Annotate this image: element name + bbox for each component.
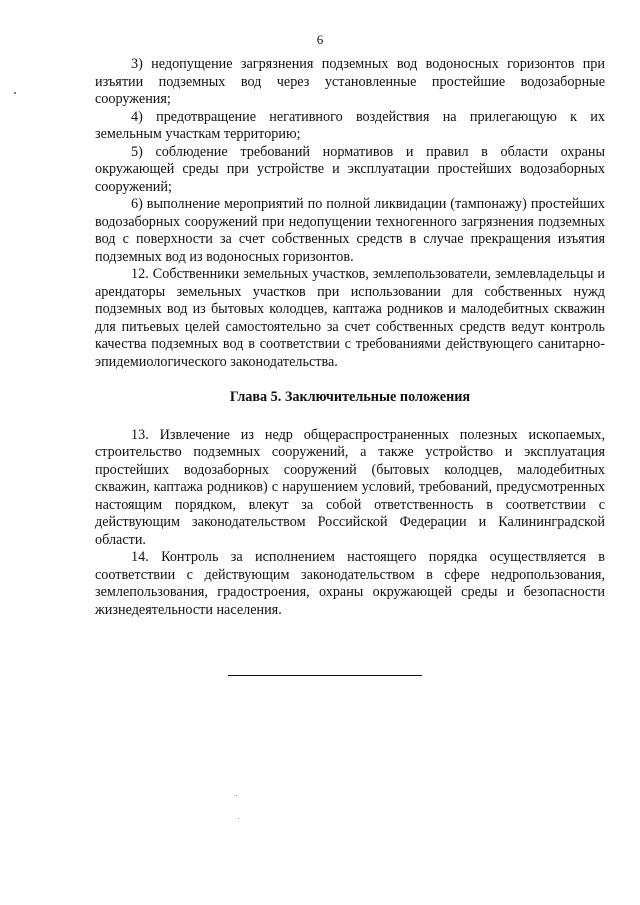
- paragraph-clause-12: 12. Собственники земельных участков, землепользователи, землевладельцы и арендаторы земельных участков при использовании для собственных нужд подземных вод из бытовых колодцев, каптажа родников и малодебитных скважин для питьевых целей самостоятельно за счет собственных средств ведут контроль качества подземных вод в соответствии с требованиями действующего санитарно-эпидемиологического законодательства.: [95, 266, 605, 370]
- paragraph-item-3: 3) недопущение загрязнения подземных вод водоносных горизонтов при изъятии подземных вод через установленные простейшие водозаборные сооружения;: [95, 56, 605, 107]
- scan-speck: [238, 818, 239, 819]
- closing-divider-line: [228, 675, 422, 676]
- scan-speck: [236, 795, 237, 796]
- paragraph-clause-13: 13. Извлечение из недр общераспространенных полезных ископаемых, строительство подземных сооружений, а также устройство и эксплуатация простейших водозаборных сооружений (бытовых колодцев, малодебитных скважин, каптажа родников) с нарушением условий, требований, предусмотренных настоящим порядком, влекут за собой ответственность в соответствии с действующим законодательством Российской Федерации и Калининградской области.: [95, 426, 605, 548]
- paragraph-item-5: 5) соблюдение требований нормативов и правил в области охраны окружающей среды при устройстве и эксплуатации простейших водозаборных сооружений;: [95, 143, 605, 195]
- page-number: 6: [316, 32, 324, 47]
- chapter-heading: Глава 5. Заключительные положения: [229, 389, 471, 405]
- paragraph-item-6: 6) выполнение мероприятий по полной ликвидации (тампонажу) простейших водозаборных сооружений при недопущении техногенного загрязнения подземных вод с поверхности за счет собственных средств в случае прекращения изъятия подземных вод из водоносных горизонтов.: [95, 196, 605, 265]
- document-body: [95, 56, 605, 619]
- paragraph-item-4: 4) предотвращение негативного воздействия на прилегающую к их земельным участкам территорию;: [95, 108, 605, 142]
- scan-speck: [14, 92, 16, 94]
- paragraph-clause-14: 14. Контроль за исполнением настоящего порядка осуществляется в соответствии с действующим законодательством в сфере недропользования, землепользования, градостроения, охраны окружающей среды и безопасности жизнедеятельности населения.: [95, 549, 605, 618]
